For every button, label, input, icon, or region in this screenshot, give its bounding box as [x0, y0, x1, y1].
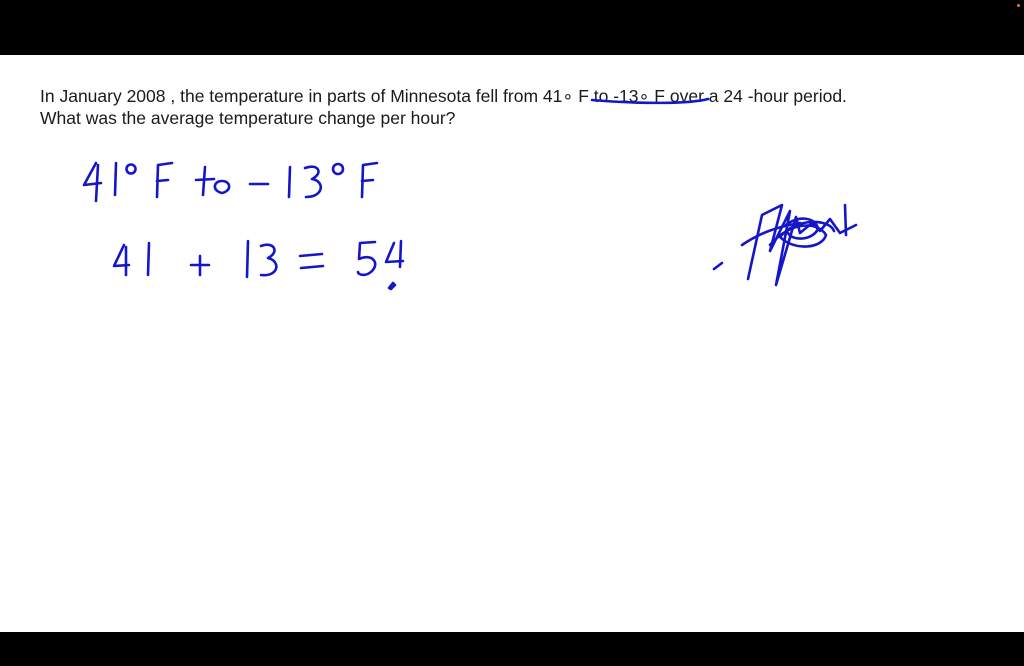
question-highlight: 41∘ F to -13∘ F	[542, 86, 665, 106]
handwritten-line-2	[114, 241, 403, 277]
ink-scribble	[714, 205, 856, 285]
ink-underline	[592, 99, 708, 103]
question-line-2: What was the average temperature change per hour?	[40, 108, 456, 128]
handwritten-line-1	[84, 163, 377, 201]
handwriting-ink-layer	[0, 55, 1024, 632]
bottom-letterbox-bar	[0, 632, 1024, 666]
recording-indicator	[1017, 4, 1020, 7]
top-letterbox-bar	[0, 0, 1024, 55]
whiteboard-canvas[interactable]	[0, 55, 1024, 632]
ink-stray-mark	[389, 283, 395, 289]
question-text-after: over a 24 -hour period.	[665, 86, 847, 106]
question-text-before: In January 2008 , the temperature in parts of Minnesota fell from	[40, 86, 543, 106]
